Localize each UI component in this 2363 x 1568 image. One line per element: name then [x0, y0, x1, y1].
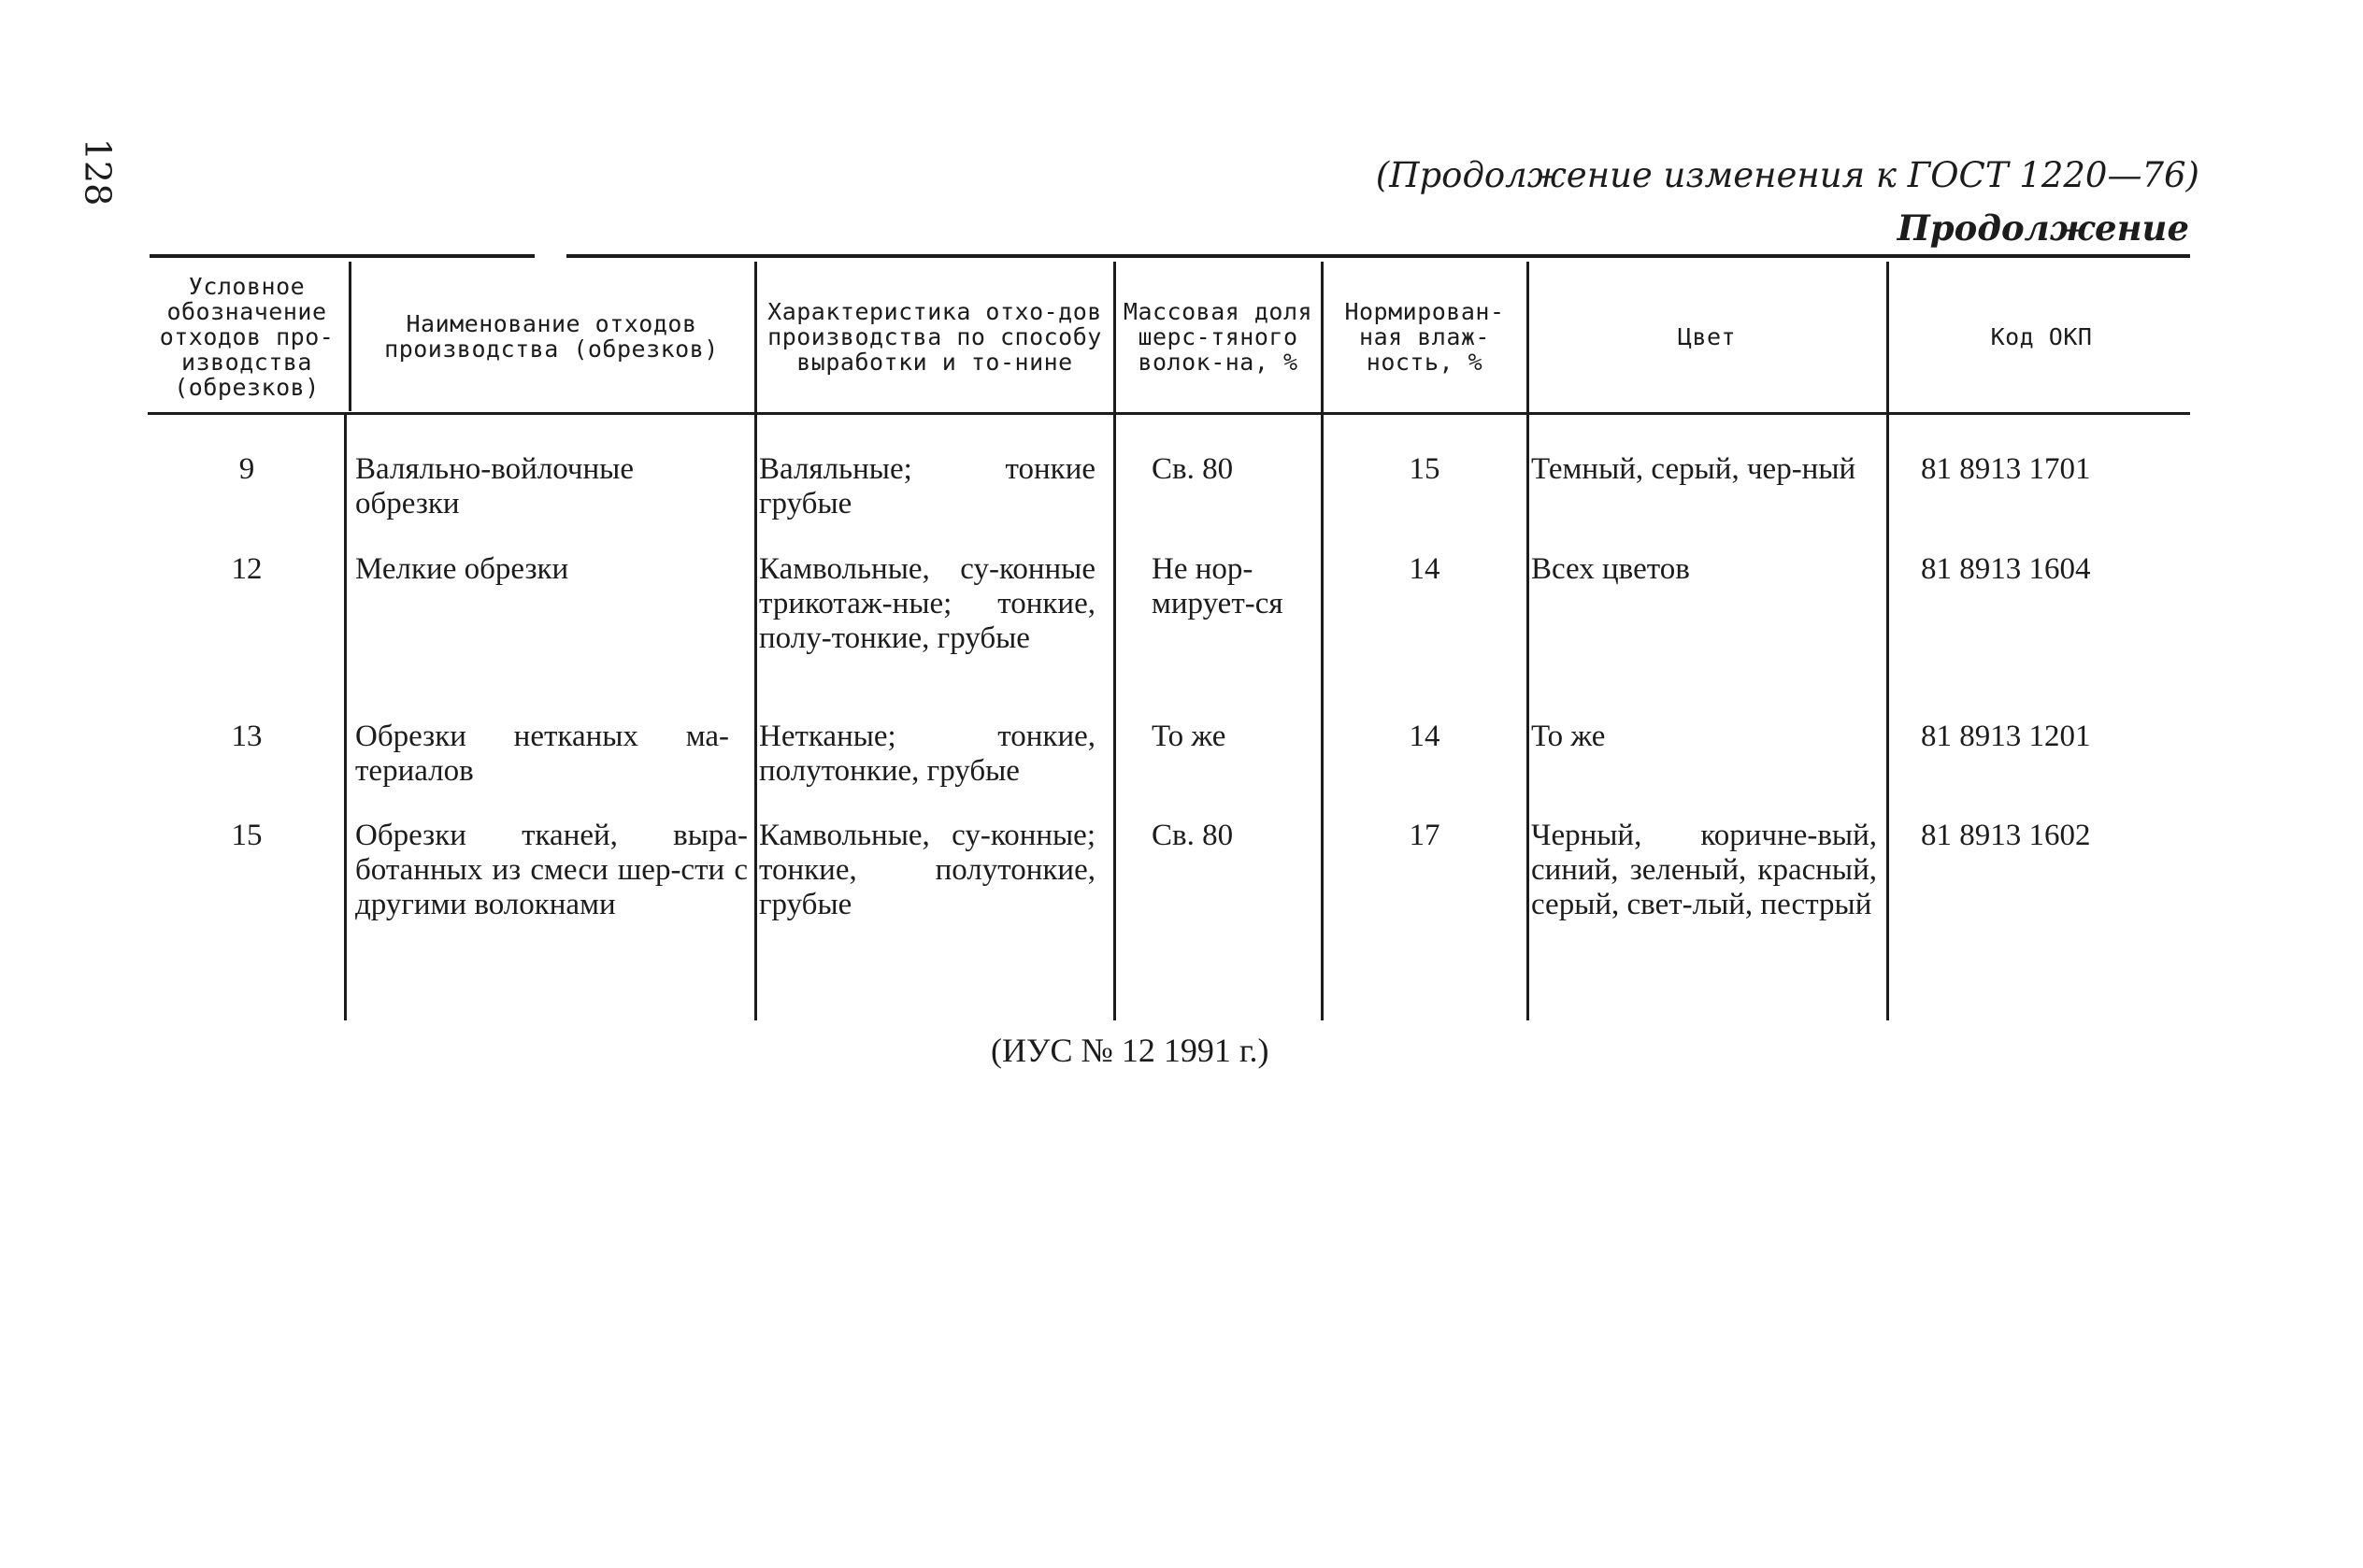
publication-note: (ИУС № 12 1991 г.): [991, 1032, 1269, 1069]
cell-name: Валяльно-войлочные обрезки: [355, 452, 634, 520]
column-header-color: Цвет: [1677, 322, 1737, 350]
cell-code: 9: [238, 452, 255, 486]
column-divider: [349, 262, 351, 411]
column-divider: [1886, 262, 1889, 1020]
cell-okp: 81 8913 1201: [1921, 720, 2091, 753]
cell-characteristic: Камвольные, су-конные; тонкие, полутонкие, грубые: [759, 819, 1096, 921]
cell-wool-share: Св. 80: [1152, 452, 1234, 486]
table-top-rule: [150, 254, 2190, 258]
cell-color: Темный, серый, чер-ный: [1531, 452, 1856, 486]
column-divider: [1526, 262, 1529, 1020]
column-header-characteristic: Характеристика отхо-дов производства по способу выработки и то-нине: [767, 297, 1102, 376]
column-divider: [754, 262, 757, 1020]
cell-name: Обрезки тканей, выра-ботанных из смеси шер-сти с другими волокнами: [355, 819, 748, 921]
cell-wool-share: То же: [1152, 720, 1226, 753]
cell-color: Черный, коричне-вый, синий, зеленый, красный, серый, свет-лый, пестрый: [1531, 819, 1877, 921]
cell-color: Всех цветов: [1531, 552, 1690, 586]
continuation-label: Продолжение: [1897, 207, 2189, 249]
cell-humidity: 15: [1409, 452, 1440, 486]
cell-color: То же: [1531, 720, 1606, 753]
cell-humidity: 14: [1409, 720, 1440, 753]
cell-okp: 81 8913 1701: [1921, 452, 2091, 486]
cell-code: 15: [231, 819, 263, 852]
table-top-rule-gap: [535, 253, 566, 259]
column-header-okp: Код ОКП: [1990, 322, 2093, 350]
cell-characteristic: Нетканые; тонкие, полутонкие, грубые: [759, 720, 1096, 788]
column-header-code: Условное обозначение отходов про-изводства (обрезков): [159, 272, 335, 401]
column-divider: [1113, 262, 1116, 1020]
cell-humidity: 14: [1409, 552, 1440, 586]
cell-code: 12: [231, 552, 263, 586]
cell-characteristic: Камвольные, су-конные трикотаж-ные; тонкие, полу-тонкие, грубые: [759, 552, 1096, 655]
cell-characteristic: Валяльные; тонкие грубые: [759, 452, 1096, 520]
cell-wool-share: Св. 80: [1152, 819, 1234, 852]
page-number: 128: [77, 137, 119, 207]
column-header-name: Наименование отходов производства (обрезков): [384, 310, 719, 363]
cell-name: Мелкие обрезки: [355, 552, 569, 586]
column-header-humidity: Нормирован-ная влаж-ность, %: [1344, 297, 1505, 376]
column-divider: [344, 413, 347, 1020]
cell-code: 13: [231, 720, 263, 753]
amendment-reference: (Продолжение изменения к ГОСТ 1220—76): [1375, 155, 2199, 195]
cell-humidity: 17: [1409, 819, 1440, 852]
cell-name: Обрезки нетканых ма-териалов: [355, 720, 729, 788]
column-header-wool-share: Массовая доля шерс-тяного волок-на, %: [1123, 297, 1313, 376]
cell-okp: 81 8913 1604: [1921, 552, 2091, 586]
cell-wool-share: Не нор-мирует-ся: [1152, 552, 1283, 620]
table-header-rule: [148, 412, 2190, 415]
column-divider: [1321, 262, 1324, 1020]
cell-okp: 81 8913 1602: [1921, 819, 2091, 852]
